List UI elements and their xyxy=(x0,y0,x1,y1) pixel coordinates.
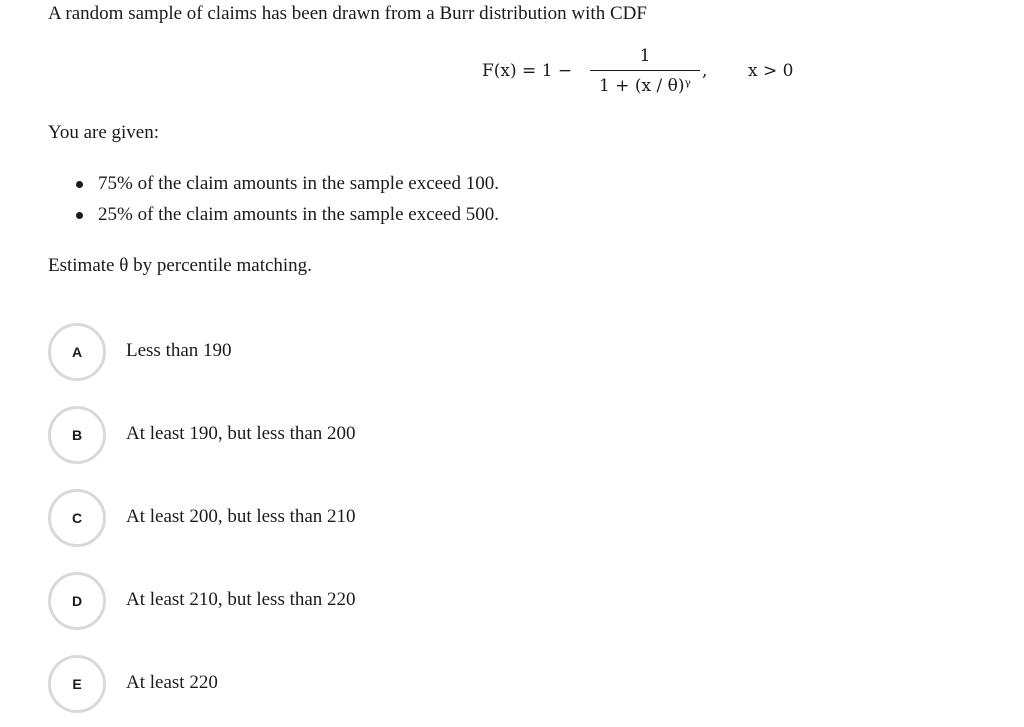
cdf-formula xyxy=(482,44,822,100)
formula-condition: x > 0 xyxy=(748,61,794,81)
choice-b[interactable] xyxy=(48,406,568,464)
choice-e[interactable] xyxy=(48,655,568,713)
choice-letter-badge[interactable]: B xyxy=(48,406,106,464)
given-list xyxy=(72,171,499,233)
given-item-text: 75% of the claim amounts in the sample exceed 100. xyxy=(98,173,499,194)
formula-denominator: 1 + (x / θ)ᵞ xyxy=(599,76,691,96)
choice-letter-badge[interactable]: C xyxy=(48,489,106,547)
choice-letter-badge[interactable]: E xyxy=(48,655,106,713)
choice-c[interactable] xyxy=(48,489,568,547)
given-item xyxy=(72,202,499,233)
choice-a[interactable] xyxy=(48,323,568,381)
choice-text[interactable]: At least 220 xyxy=(126,672,218,693)
bullet-icon xyxy=(76,212,83,219)
task-prompt: Estimate θ by percentile matching. xyxy=(48,255,312,276)
fraction-bar xyxy=(590,70,700,71)
choice-text[interactable]: At least 190, but less than 200 xyxy=(126,423,356,444)
question-intro: A random sample of claims has been drawn from a Burr distribution with CDF xyxy=(48,3,647,24)
choice-text[interactable]: Less than 190 xyxy=(126,340,232,361)
given-item xyxy=(72,171,499,202)
bullet-icon xyxy=(76,181,83,188)
choice-text[interactable]: At least 210, but less than 220 xyxy=(126,589,356,610)
formula-comma: , xyxy=(702,61,708,81)
formula-lhs: F(x) = 1 − xyxy=(482,61,573,81)
choice-letter-badge[interactable]: D xyxy=(48,572,106,630)
given-item-text: 25% of the claim amounts in the sample exceed 500. xyxy=(98,204,499,225)
formula-numerator: 1 xyxy=(639,46,651,66)
given-label: You are given: xyxy=(48,122,160,143)
formula-fraction xyxy=(590,44,700,97)
choice-letter-badge[interactable]: A xyxy=(48,323,106,381)
choice-d[interactable] xyxy=(48,572,568,630)
choice-text[interactable]: At least 200, but less than 210 xyxy=(126,506,356,527)
